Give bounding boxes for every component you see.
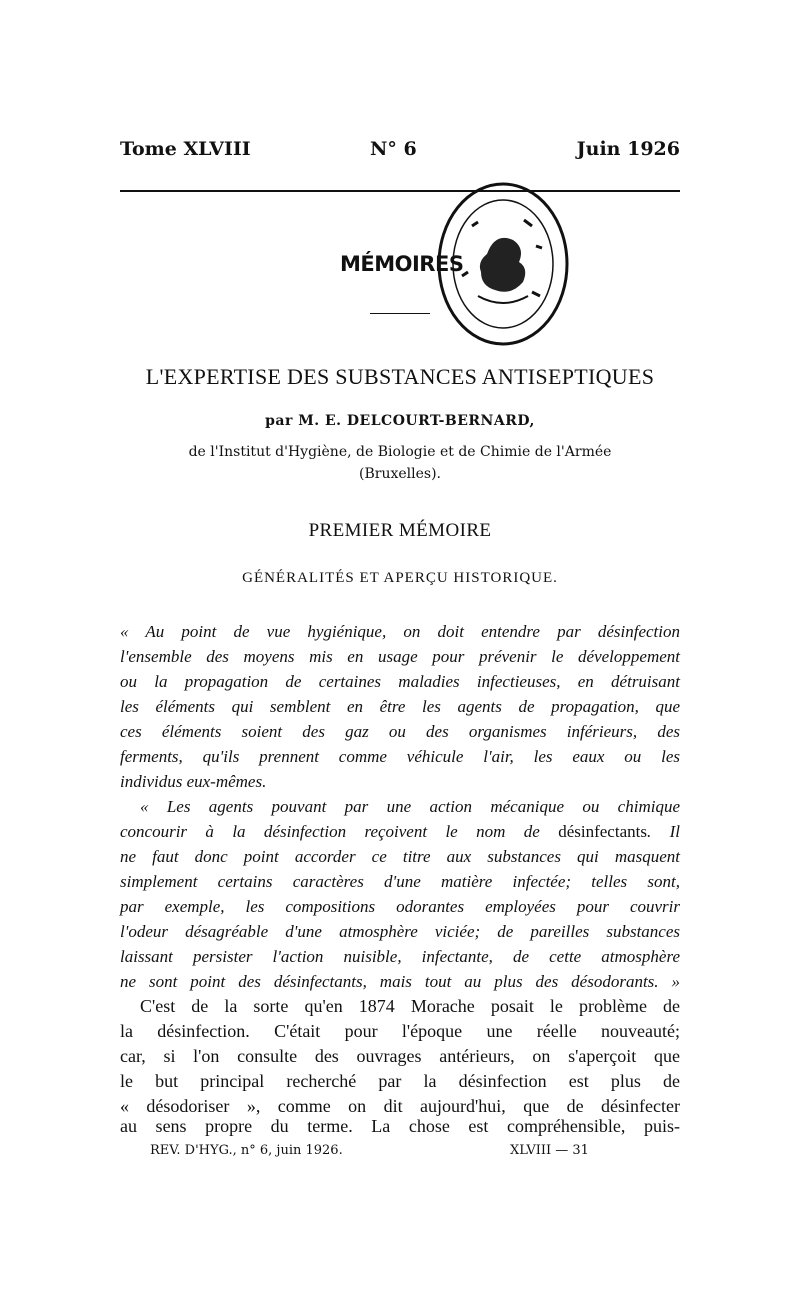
body-line: car, si l'on consulte des ouvrages antérieurs, on s'aperçoit que [120, 1046, 680, 1066]
quote-line: « Les agents pouvant par une action mécanique ou chimique [140, 797, 680, 816]
footer-citation: REV. D'HYG., n° 6, juin 1926. [150, 1143, 343, 1158]
quote-line-mixed [120, 822, 680, 842]
memoir-heading: PREMIER MÉMOIRE [308, 520, 492, 541]
quote-line: simplement certains caractères d'une matière infectée; telles sont, [120, 872, 680, 891]
quote-line: ferments, qu'ils prennent comme véhicule l'air, les eaux ou les [120, 747, 680, 766]
quote-line: ces éléments soient des gaz ou des organismes inférieurs, des [120, 722, 680, 741]
memoir-subheading: GÉNÉRALITÉS ET APERÇU HISTORIQUE. [242, 570, 558, 586]
header-rule [120, 190, 680, 192]
article-title: L'EXPERTISE DES SUBSTANCES ANTISEPTIQUES [145, 364, 655, 389]
section-label: MÉMOIRES [340, 252, 464, 276]
institution-line: de l'Institut d'Hygiène, de Biologie et de Chimie de l'Armée [188, 444, 612, 460]
short-divider [370, 313, 430, 314]
quote-line: individus eux-mêmes. [120, 772, 267, 791]
quote-fragment: . Il [646, 822, 680, 841]
author-line: par M. E. DELCOURT-BERNARD, [265, 413, 535, 429]
body-line: le but principal recherché par la désinfection est plus de [120, 1071, 680, 1091]
quote-line: ne sont point des désinfectants, mais tout au plus des désodorants. » [120, 972, 680, 991]
quote-line: les éléments qui semblent en être les agents de propagation, que [120, 697, 680, 716]
footer-page-number: XLVIII — 31 [510, 1143, 589, 1158]
quote-line: « Au point de vue hygiénique, on doit entendre par désinfection [120, 622, 680, 641]
quote-line: laissant persister l'action nuisible, infectante, de cette atmosphère [120, 947, 680, 966]
page-header [120, 138, 680, 168]
term-desinfectants: désinfectants [558, 822, 647, 841]
issue-date: Juin 1926 [576, 138, 680, 160]
body-line: au sens propre du terme. La chose est compréhensible, puis- [120, 1116, 680, 1136]
quote-line: l'ensemble des moyens mis en usage pour prévenir le développement [120, 647, 680, 666]
quote-line: par exemple, les compositions odorantes employées pour couvrir [120, 897, 680, 916]
body-line: « désodoriser », comme on dit aujourd'hui, que de désinfecter [120, 1096, 680, 1116]
quote-line: ne faut donc point accorder ce titre aux substances qui masquent [120, 847, 680, 866]
quote-line: ou la propagation de certaines maladies infectieuses, en détruisant [120, 672, 680, 691]
institution-city: (Bruxelles). [359, 466, 441, 482]
quote-fragment: concourir à la désinfection reçoivent le nom de [120, 822, 559, 841]
library-seal-icon [432, 176, 574, 352]
body-line: la désinfection. C'était pour l'époque une réelle nouveauté; [120, 1021, 680, 1041]
quote-line: l'odeur désagréable d'une atmosphère viciée; de pareilles substances [120, 922, 680, 941]
body-line: C'est de la sorte qu'en 1874 Morache posait le problème de [140, 996, 680, 1016]
volume-label: Tome XLVIII [120, 138, 251, 160]
issue-number: N° 6 [370, 138, 417, 160]
